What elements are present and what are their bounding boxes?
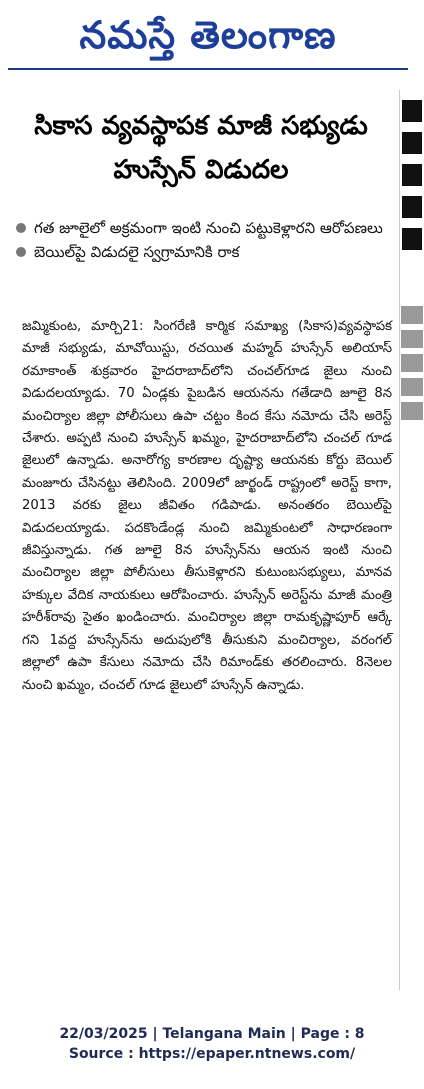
page-footer	[0, 1024, 424, 1064]
adjacent-column-fragment	[401, 330, 423, 348]
article-clipping	[8, 90, 400, 990]
article-bullets	[16, 218, 396, 266]
article-body: జమ్మికుంట, మార్చి21: సింగరేణి కార్మిక సమాఖ్య (సికాస)వ్యవస్థాపక మాజీ సభ్యుడు, మావోయిస్టు, రచయిత మహ్మద్ హుస్సేన్ అలియాస్ రమాకాంత్ శుక్రవారం హైదరాబాద్‌లోని చంచల్‌గూడ జైలు నుంచి విడుదలయ్యాడు. 70 ఏండ్లకు పైబడిన ఆయనను గతేడాది జూలై 8న మంచిర్యాల జిల్లా పోలీసులు ఉపా చట్టం కింద కేసు నమోదు చేసి అరెస్ట్ చేశారు. అప్పటి నుంచి హుస్సేన్ ఖమ్మం, హైదరాబాద్‌లోని చంచల్ గూడ జైలులో ఉన్నాడు. అనారోగ్య కారణాల దృష్ట్యా ఆయనకు కోర్టు బెయిల్ మంజూరు చేసినట్టు తెలిసింది. 2009లో జార్ఖండ్ రాష్ట్రంలో అరెస్ట్ కాగా, 2013 వరకు జైలు జీవితం గడిపాడు. అనంతరం బెయిల్‌పై విడుదలయ్యాడు. పదకొండేండ్ల నుంచి జమ్మికుంటలో సాధారణంగా జీవిస్తున్నాడు. గత జూలై 8న హుస్సేన్‌ను ఆయన ఇంటి నుంచి మంచిర్యాల జిల్లా పోలీసులు తీసుకెళ్లారని కుటుంబసభ్యులు, మానవ హక్కుల వేదిక నాయకులు ఆరోపించారు. హుస్సేన్ అరెస్ట్‌ను మాజీ మంత్రి హరీశ్‌రావు సైతం ఖండించారు. మంచిర్యాల జిల్లా రామకృష్ణాపూర్ ఆర్కే గని 1వద్ద హుస్సేన్‌ను అదుపులోకి తీసుకుని మంచిర్యాల, వరంగల్ జిల్లాలో ఉపా కేసులు నమోదు చేసి రిమాండ్‌కు తరలించారు. 8నెలల నుంచి ఖమ్మం, చంచల్ గూడ జైలులో హుస్సేన్ ఉన్నాడు.	[22, 319, 392, 693]
adjacent-column-fragment	[402, 164, 422, 186]
adjacent-column-fragment	[401, 306, 423, 324]
adjacent-column-strip	[400, 90, 424, 950]
bullet-text: గత జూలైలో అక్రమంగా ఇంటి నుంచి పట్టుకెళ్లారని ఆరోపణలు	[34, 219, 383, 237]
footer-date-edition: 22/03/2025 | Telangana Main | Page : 8	[59, 1026, 365, 1042]
adjacent-column-fragment	[401, 402, 423, 420]
adjacent-column-fragment	[401, 378, 423, 396]
bullet-dot-icon	[16, 223, 26, 233]
masthead	[8, 6, 408, 70]
bullet-item	[16, 242, 396, 262]
article-headline: సికాస వ్యవస్థాపక మాజీ సభ్యుడు హుస్సేన్ విడుదల	[34, 111, 368, 185]
adjacent-column-fragment	[402, 196, 422, 218]
adjacent-column-fragment	[402, 100, 422, 122]
adjacent-column-fragment	[402, 132, 422, 154]
masthead-title: నమస్తే తెలంగాణ	[79, 13, 337, 57]
bullet-dot-icon	[16, 247, 26, 257]
adjacent-column-fragment	[402, 228, 422, 250]
footer-source: Source : https://epaper.ntnews.com/	[68, 1046, 356, 1062]
bullet-text: బెయిల్‌పై విడుదలై స్వగ్రామానికి రాక	[34, 243, 240, 261]
adjacent-column-fragment	[401, 354, 423, 372]
bullet-item	[16, 218, 396, 238]
